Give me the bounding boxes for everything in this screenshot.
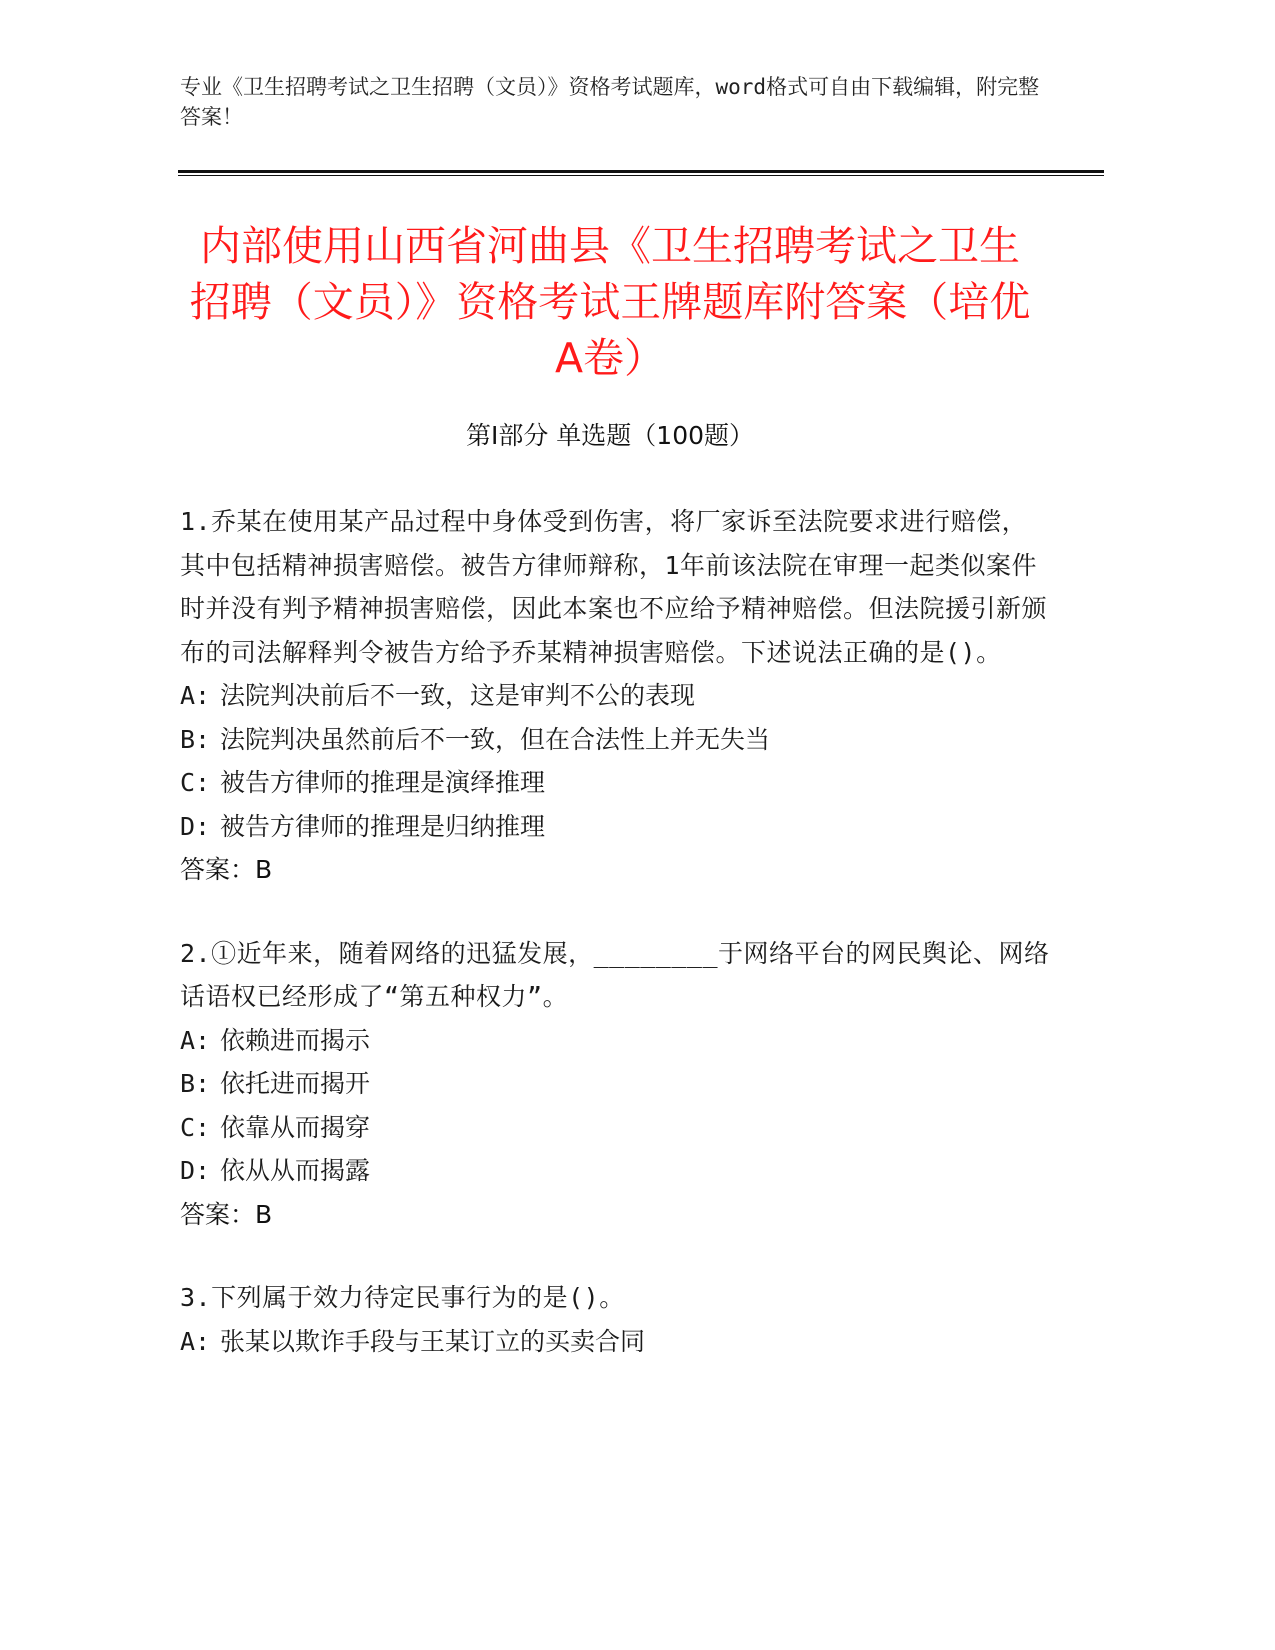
question-stem: 3.下列属于效力待定民事行为的是()。 <box>180 1283 625 1312</box>
option-text: 法院判决前后不一致，这是审判不公的表现 <box>220 681 696 710</box>
option-d <box>180 805 1050 849</box>
option-label: B: <box>180 1069 211 1098</box>
option-text: 被告方律师的推理是归纳推理 <box>220 811 546 841</box>
section-heading: 第Ⅰ部分 单选题（100题） <box>465 421 755 450</box>
header-divider-thick <box>178 170 1104 173</box>
option-label: C: <box>180 768 211 797</box>
option-b <box>180 1062 1050 1106</box>
option-label: B: <box>180 724 211 754</box>
option-c <box>180 1106 1050 1150</box>
question-3 <box>180 1276 1050 1363</box>
option-label: C: <box>180 1112 211 1142</box>
answer-line: 答案：B <box>180 855 273 884</box>
question-list <box>180 500 1050 1403</box>
option-a <box>180 1320 1050 1364</box>
option-a <box>180 674 1050 718</box>
option-a <box>180 1019 1050 1063</box>
option-text: 依从从而揭露 <box>220 1156 371 1185</box>
header-divider-thin <box>178 175 1104 176</box>
question-2 <box>180 932 1050 1237</box>
option-text: 张某以欺诈手段与王某订立的买卖合同 <box>220 1326 646 1356</box>
option-d <box>180 1149 1050 1193</box>
option-text: 被告方律师的推理是演绎推理 <box>220 768 546 797</box>
question-stem: 2.①近年来，随着网络的迅猛发展，________于网络平台的网民舆论、网络话语权已经形成了“第五种权力”。 <box>180 938 1050 1011</box>
option-text: 依赖进而揭示 <box>220 1025 371 1055</box>
option-label: D: <box>180 811 211 841</box>
question-1 <box>180 500 1050 892</box>
option-text: 依靠从而揭穿 <box>220 1112 371 1142</box>
answer-line: 答案：B <box>180 1199 273 1229</box>
option-c <box>180 761 1050 805</box>
option-label: A: <box>180 681 211 710</box>
document-title: 内部使用山西省河曲县《卫生招聘考试之卫生招聘（文员）》资格考试王牌题库附答案（培优A卷） <box>189 222 1031 382</box>
option-text: 依托进而揭开 <box>220 1069 371 1098</box>
option-label: A: <box>180 1326 211 1356</box>
option-b <box>180 718 1050 762</box>
question-stem: 1.乔某在使用某产品过程中身体受到伤害，将厂家诉至法院要求进行赔偿，其中包括精神损害赔偿。被告方律师辩称，1年前该法院在审理一起类似案件时并没有判予精神损害赔偿，因此本案也不应给予精神赔偿。但法院援引新颁布的司法解释判令被告方给予乔某精神损害赔偿。下述说法正确的是()。 <box>180 507 1048 667</box>
header-note: 专业《卫生招聘考试之卫生招聘（文员）》资格考试题库，word格式可自由下载编辑，附完整答案！ <box>180 75 1040 129</box>
option-text: 法院判决虽然前后不一致，但在合法性上并无失当 <box>220 724 771 754</box>
option-label: A: <box>180 1025 211 1055</box>
option-label: D: <box>180 1156 211 1185</box>
